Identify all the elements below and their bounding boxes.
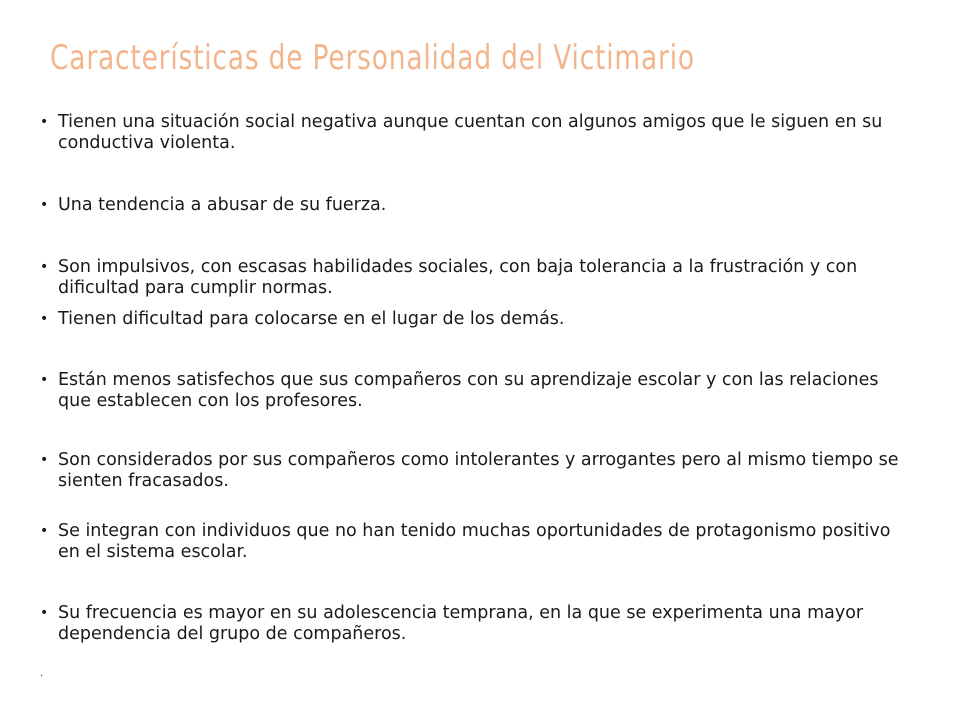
bullet-marker: • (40, 114, 49, 130)
bullet-text: Su frecuencia es mayor en su adolescencia temprana, en la que se experimenta una mayor dependencia del grupo de compañeros. (58, 603, 864, 644)
bullet-item (40, 112, 900, 154)
bullet-marker: • (40, 259, 49, 275)
bullet-item (40, 603, 900, 645)
bullet-item (40, 257, 900, 299)
footer-mark: . (40, 668, 44, 679)
bullet-text: Son considerados por sus compañeros como intolerantes y arrogantes pero al mismo tiempo se sienten fracasados. (58, 450, 899, 491)
bullet-marker: • (40, 605, 49, 621)
bullet-text: Son impulsivos, con escasas habilidades sociales, con baja tolerancia a la frustración y con dificultad para cumplir normas. (58, 257, 858, 298)
bullet-marker: • (40, 372, 49, 388)
slide-title: Características de Personalidad del Victimario (50, 38, 695, 78)
bullet-text: Se integran con individuos que no han tenido muchas oportunidades de protagonismo positivo en el sistema escolar. (58, 521, 891, 562)
bullet-text: Están menos satisfechos que sus compañeros con su aprendizaje escolar y con las relaciones que establecen con los profesores. (58, 370, 879, 411)
bullet-item (40, 521, 900, 563)
bullet-item (40, 309, 900, 330)
bullet-text: Tienen una situación social negativa aunque cuentan con algunos amigos que le siguen en su conductiva violenta. (58, 112, 883, 153)
bullet-marker: • (40, 452, 49, 468)
bullet-marker: • (40, 523, 49, 539)
bullet-text: Una tendencia a abusar de su fuerza. (58, 195, 387, 215)
bullet-item (40, 370, 900, 412)
bullet-marker: • (40, 311, 49, 327)
bullet-text: Tienen dificultad para colocarse en el lugar de los demás. (58, 309, 565, 329)
bullet-marker: • (40, 197, 49, 213)
bullet-item (40, 195, 900, 216)
bullet-item (40, 450, 900, 492)
